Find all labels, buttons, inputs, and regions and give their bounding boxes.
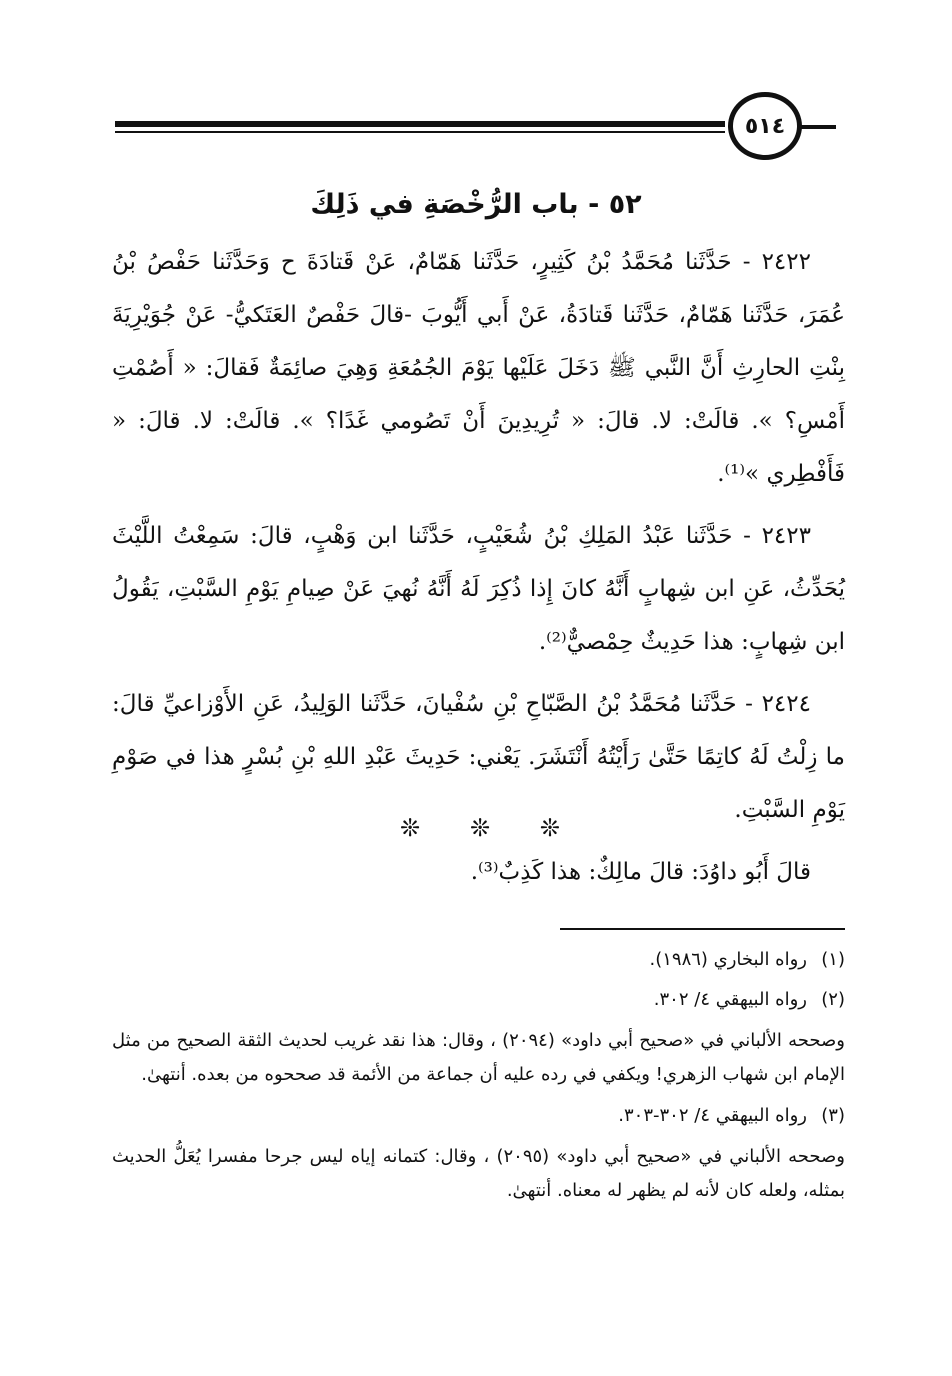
header-rule-stub xyxy=(800,125,836,129)
hadith-2422: ٢٤٢٢ - حَدَّثَنا مُحَمَّدُ بْنُ كَثِيرٍ، حَدَّثَنا هَمّامٌ، عَنْ قَتادَةَ ح وَحَدَّثَنا حَفْصُ بْنُ عُمَرَ، حَدَّثَنا هَمّامٌ، حَدَّثَنا قَتادَةُ، عَنْ أَبي أَيُّوبَ -قالَ حَفْصٌ العَتَكيُّ- عَنْ جُوَيْرِيَةَ بِنْتِ الحارِثِ أَنَّ النَّبي ﷺ دَخَلَ عَلَيْها يَوْمَ الجُمُعَةِ وَهِيَ صائِمَةٌ فَقالَ: « أَصُمْتِ أَمْسِ؟ ». قالَتْ: لا. قالَ: « تُرِيدِينَ أَنْ تَصُومي غَدًا؟ ». قالَتْ: لا. قالَ: « فَأَفْطِري »⁽¹⁾. xyxy=(112,249,845,487)
header-rule-thin xyxy=(115,131,725,133)
footnote-number: (٣) xyxy=(821,1105,845,1126)
footnote-number: (١) xyxy=(821,949,845,970)
footnote-divider xyxy=(560,928,845,930)
footnote-text: رواه البيهقي ٤/ ٣٠٢. xyxy=(653,989,807,1010)
star-ornament-icon: ❊ xyxy=(469,814,491,842)
hadith-2423: ٢٤٢٣ - حَدَّثَنا عَبْدُ المَلِكِ بْنُ شُعَيْبٍ، حَدَّثَنا ابن وَهْبٍ، قالَ: سَمِعْتُ اللَّيْثَ يُحَدِّثُ، عَنِ ابن شِهابٍ أَنَّهُ كانَ إِذا ذُكِرَ لَهُ أَنَّهُ نُهيَ عَنْ صِيامِ يَوْمِ السَّبْتِ، يَقُولُ ابن شِهابٍ: هذا حَدِيثٌ حِمْصيٌّ⁽²⁾. xyxy=(112,523,845,655)
page-number: ٥١٤ xyxy=(728,92,802,160)
footnote-text: رواه البيهقي ٤/ ٣٠٢-٣٠٣. xyxy=(618,1105,807,1126)
header-rule-thick xyxy=(115,121,725,127)
footnote-text: رواه البخاري (١٩٨٦). xyxy=(649,949,807,970)
star-ornament-icon: ❊ xyxy=(400,814,421,842)
abu-dawud-comment: قالَ أَبُو داوُدَ: قالَ مالِكٌ: هذا كَذِبٌ⁽³⁾. xyxy=(470,859,811,885)
footnote-2-note: وصححه الألباني في «صحيح أبي داود» (٢٠٩٤) ، وقال: هذا نقد غريب لحديث الثقة الصحيح من مثل الإمام ابن شهاب الزهري! ويكفي في رده عليه أن جماعة من الأئمة قد صححوه من بعده. أنتهىٰ. xyxy=(112,1030,845,1085)
star-ornament-icon: ❊ xyxy=(539,814,560,842)
main-text xyxy=(112,236,845,899)
footnote-1 xyxy=(112,940,845,980)
footnote-3-note: وصححه الألباني في «صحيح أبي داود» (٢٠٩٥) ، وقال: كتمانه إياه ليس جرحا مفسرا يُعَلُّ الحديث بمثله، ولعله كان لأنه لم يظهر له معناه. أنتهىٰ. xyxy=(112,1146,845,1201)
footnotes xyxy=(112,940,845,1212)
footnote-3 xyxy=(112,1096,845,1136)
hadith-2424: ٢٤٢٤ - حَدَّثَنا مُحَمَّدُ بْنُ الصَّبّاحِ بْنِ سُفْيانَ، حَدَّثَنا الوَلِيدُ، عَنِ الأَوْزاعيِّ قالَ: ما زِلْتُ لَهُ كاتِمًا حَتَّىٰ رَأَيْتُهُ أَنْتَشَرَ. يَعْني: حَدِيثَ عَبْدِ اللهِ بْنِ بُسْرٍ هذا في صَوْمِ يَوْمِ السَّبْتِ. xyxy=(112,691,845,823)
section-separator xyxy=(400,808,560,848)
footnote-number: (٢) xyxy=(821,989,845,1010)
chapter-title: ٥٢ - باب الرُّخْصَةِ في ذَلِكَ xyxy=(310,189,642,220)
footnote-2 xyxy=(112,980,845,1020)
